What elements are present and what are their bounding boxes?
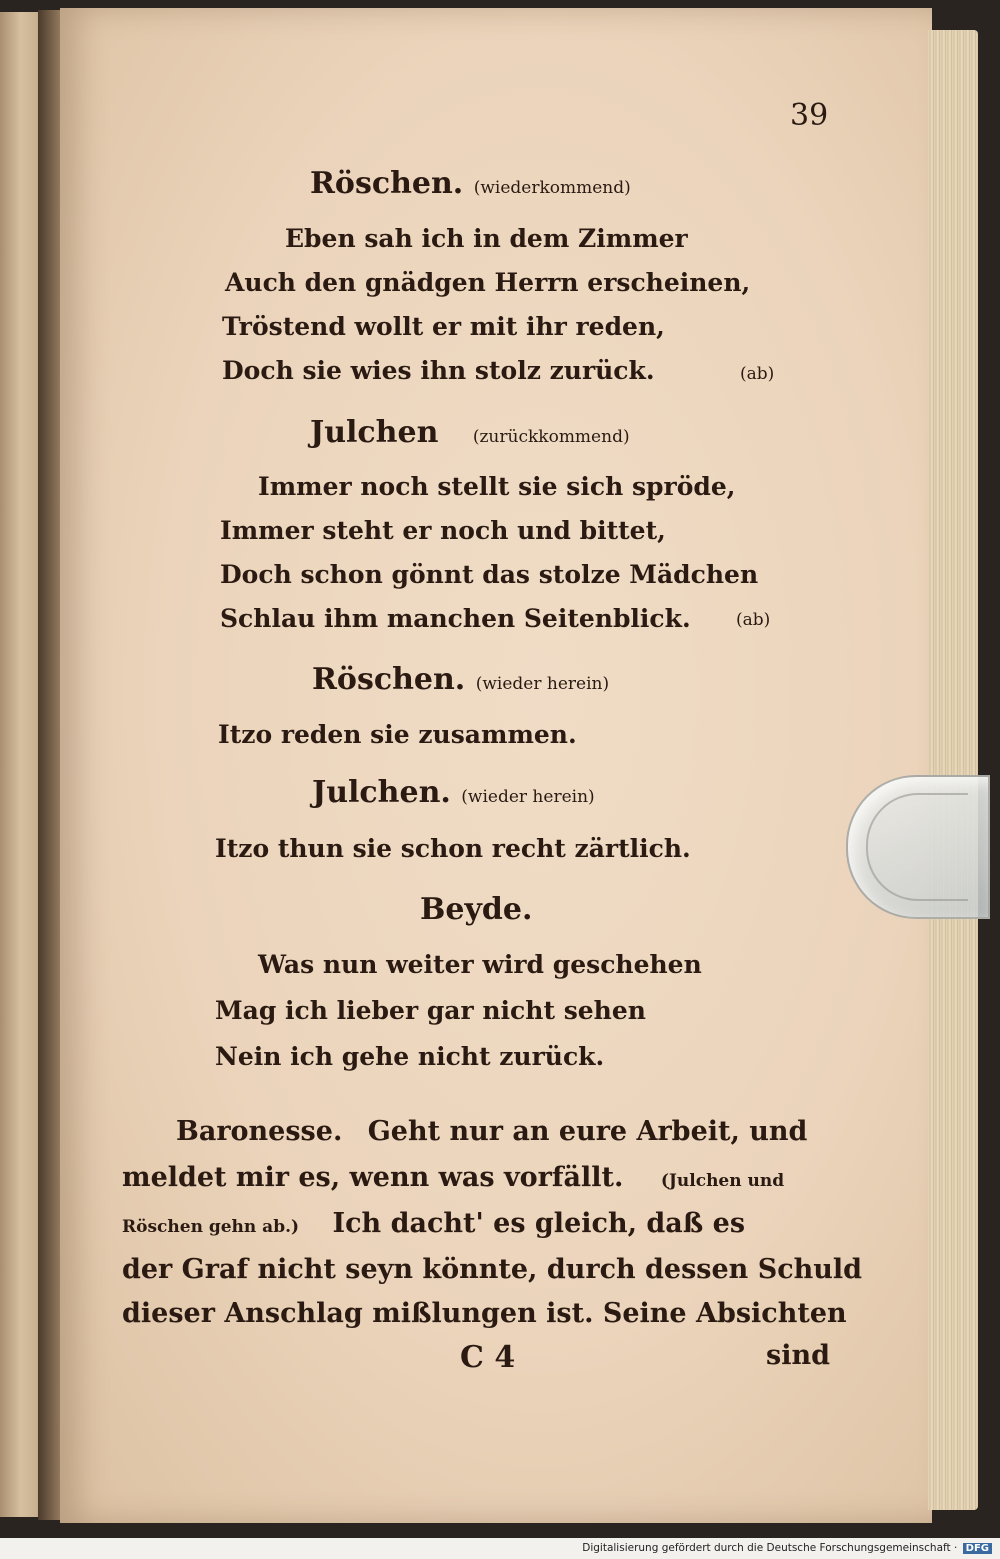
- prose-line-5: dieser Anschlag mißlungen ist. Seine Absichten: [122, 1298, 847, 1329]
- verse-line: Immer noch stellt sie sich spröde,: [258, 472, 736, 501]
- verse-line: Auch den gnädgen Herrn erscheinen,: [225, 268, 751, 297]
- speaker-roeschen-2: Röschen. (wieder herein): [312, 662, 610, 697]
- prose-line-4: der Graf nicht seyn könnte, durch dessen Schuld: [122, 1254, 863, 1285]
- signature-mark: C 4: [460, 1340, 516, 1375]
- verse-line: Immer steht er noch und bittet,: [220, 516, 666, 545]
- verse-line: Doch sie wies ihn stolz zurück.: [222, 356, 655, 385]
- verse-line: Eben sah ich in dem Zimmer: [285, 224, 688, 253]
- verse-line: Schlau ihm manchen Seitenblick.: [220, 604, 691, 633]
- footer-text: Digitalisierung gefördert durch die Deutsche Forschungsgemeinschaft ·: [582, 1542, 958, 1554]
- speaker-julchen-1: Julchen (zurückkommend): [310, 415, 630, 450]
- page-edges: [928, 30, 978, 1510]
- speaker-roeschen-1: Röschen. (wiederkommend): [310, 166, 631, 201]
- speaker-baronesse: Baronesse.: [176, 1116, 343, 1147]
- verse-line: Itzo reden sie zusammen.: [218, 720, 577, 749]
- stage-direction: (wieder herein): [461, 787, 595, 807]
- footer-credit: [582, 1542, 992, 1554]
- stage-direction: (zurückkommend): [472, 427, 630, 447]
- speaker-julchen-2: Julchen. (wieder herein): [312, 775, 595, 810]
- dfg-logo: DFG: [963, 1543, 992, 1554]
- catchword: sind: [766, 1340, 830, 1371]
- prose-line-2: meldet mir es, wenn was vorfällt. (Julchen und: [122, 1162, 785, 1193]
- page-clip: [846, 775, 990, 919]
- exit-direction: (ab): [740, 364, 775, 384]
- page-number: 39: [790, 98, 829, 133]
- stage-direction: (wieder herein): [475, 674, 610, 694]
- exit-direction: (ab): [736, 610, 771, 630]
- speaker-beyde: Beyde.: [420, 892, 533, 927]
- verse-line: Itzo thun sie schon recht zärtlich.: [215, 834, 691, 863]
- verse-line: Doch schon gönnt das stolze Mädchen: [220, 560, 759, 589]
- prose-line-3: Röschen gehn ab.) Ich dacht' es gleich, daß es: [122, 1208, 746, 1239]
- verse-line: Mag ich lieber gar nicht sehen: [215, 996, 646, 1025]
- stage-direction: (wiederkommend): [473, 178, 631, 198]
- prose-line-1: Baronesse. Geht nur an eure Arbeit, und: [176, 1116, 808, 1147]
- verse-line: Nein ich gehe nicht zurück.: [215, 1042, 605, 1071]
- verse-line: Was nun weiter wird geschehen: [258, 950, 702, 979]
- verse-line: Tröstend wollt er mit ihr reden,: [222, 312, 665, 341]
